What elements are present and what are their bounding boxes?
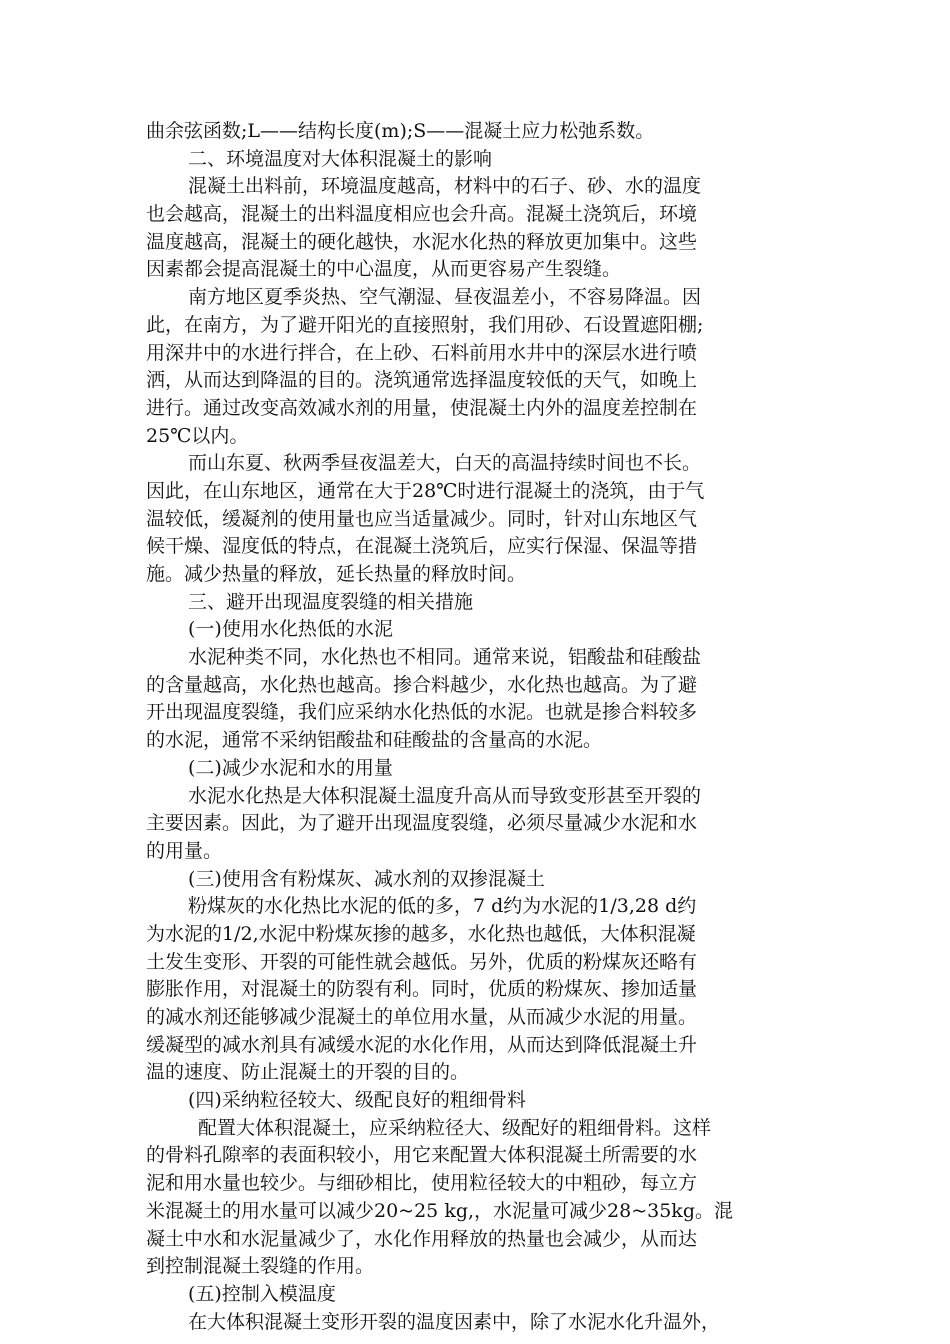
text-line: 的骨料孔隙率的表面积较小，用它来配置大体积混凝土所需要的水 — [146, 1144, 698, 1167]
text-line: (二)减少水泥和水的用量 — [188, 756, 393, 779]
text-line: 混凝土出料前，环境温度越高，材料中的石子、砂、水的温度 — [188, 175, 702, 198]
text-line: 进行。通过改变高效减水剂的用量，使混凝土内外的温度差控制在 — [146, 396, 698, 419]
text-line: 曲余弦函数;L——结构长度(m);S——混凝土应力松弛系数。 — [146, 120, 655, 142]
text-line: 缓凝型的减水剂具有减缓水泥的水化作用，从而达到降低混凝土升 — [146, 1033, 698, 1056]
text-line: 温的速度、防止混凝土的开裂的目的。 — [146, 1061, 470, 1084]
text-line: 膨胀作用，对混凝土的防裂有利。同时，优质的粉煤灰、掺加适量 — [146, 978, 698, 1001]
text-line: 也会越高，混凝土的出料温度相应也会升高。混凝土浇筑后，环境 — [146, 203, 698, 226]
text-line: 泥和用水量也较少。与细砂相比，使用粒径较大的中粗砂，每立方 — [146, 1172, 698, 1195]
text-line: 温较低，缓凝剂的使用量也应当适量减少。同时，针对山东地区气 — [146, 507, 698, 530]
text-line: 二、环境温度对大体积混凝土的影响 — [188, 147, 493, 170]
text-line: 凝土中水和水泥量减少了，水化作用释放的热量也会减少，从而达 — [146, 1227, 698, 1250]
text-line: 土发生变形、开裂的可能性就会越低。另外，优质的粉煤灰还略有 — [146, 950, 698, 973]
text-line: 开出现温度裂缝，我们应采纳水化热低的水泥。也就是掺合料较多 — [146, 701, 698, 724]
text-line: 到控制混凝土裂缝的作用。 — [146, 1255, 375, 1278]
text-line: 的水泥，通常不采纳铝酸盐和硅酸盐的含量高的水泥。 — [146, 729, 603, 752]
text-line: 主要因素。因此，为了避开出现温度裂缝，必须尽量减少水泥和水 — [146, 812, 698, 835]
text-line: 此，在南方，为了避开阳光的直接照射，我们用砂、石设置遮阳棚; — [146, 313, 704, 336]
text-line: 的用量。 — [146, 839, 223, 862]
text-line: 的减水剂还能够减少混凝土的单位用水量，从而减少水泥的用量。 — [146, 1006, 698, 1028]
text-line: 施。减少热量的释放，延长热量的释放时间。 — [146, 563, 527, 585]
text-line: (三)使用含有粉煤灰、减水剂的双掺混凝土 — [188, 867, 545, 890]
text-line: 在大体积混凝土变形开裂的温度因素中，除了水泥水化升温外， — [188, 1310, 721, 1333]
text-line: (五)控制入模温度 — [188, 1282, 336, 1305]
text-line: 为水泥的1/2,水泥中粉煤灰掺的越多，水化热也越低，大体积混凝 — [146, 922, 696, 945]
text-line: 米混凝土的用水量可以减少20~25 kg,，水泥量可减少28~35kg。混 — [146, 1199, 733, 1222]
text-line: 水泥种类不同，水化热也不相同。通常来说，铝酸盐和硅酸盐 — [188, 646, 702, 669]
text-line: 的含量越高，水化热也越高。掺合料越少，水化热也越高。为了避 — [146, 673, 698, 696]
text-line: 洒，从而达到降温的目的。浇筑通常选择温度较低的天气，如晚上 — [146, 369, 698, 392]
text-line: 用深井中的水进行拌合，在上砂、石料前用水井中的深层水进行喷 — [146, 341, 698, 364]
document-body — [146, 118, 806, 1336]
text-line: 粉煤灰的水化热比水泥的低的多，7 d约为水泥的1/3,28 d约 — [188, 895, 697, 918]
text-line: 25℃以内。 — [146, 424, 249, 447]
text-line: 水泥水化热是大体积混凝土温度升高从而导致变形甚至开裂的 — [188, 784, 702, 807]
text-line: 候干燥、湿度低的特点，在混凝土浇筑后，应实行保湿、保温等措 — [146, 535, 698, 558]
text-line: 温度越高，混凝土的硬化越快，水泥水化热的释放更加集中。这些 — [146, 230, 698, 253]
text-line: 因素都会提高混凝土的中心温度，从而更容易产生裂缝。 — [146, 258, 622, 281]
text-line: 三、避开出现温度裂缝的相关措施 — [188, 590, 474, 613]
text-line: (一)使用水化热低的水泥 — [188, 618, 393, 641]
text-line: (四)采纳粒径较大、级配良好的粗细骨料 — [188, 1089, 526, 1112]
text-line: 南方地区夏季炎热、空气潮湿、昼夜温差小，不容易降温。因 — [188, 286, 702, 309]
text-line: 因此，在山东地区，通常在大于28℃时进行混凝土的浇筑，由于气 — [146, 479, 705, 502]
text-line: 配置大体积混凝土，应采纳粒径大、级配好的粗细骨料。这样 — [198, 1116, 712, 1139]
text-line: 而山东夏、秋两季昼夜温差大，白天的高温持续时间也不长。 — [188, 452, 702, 475]
